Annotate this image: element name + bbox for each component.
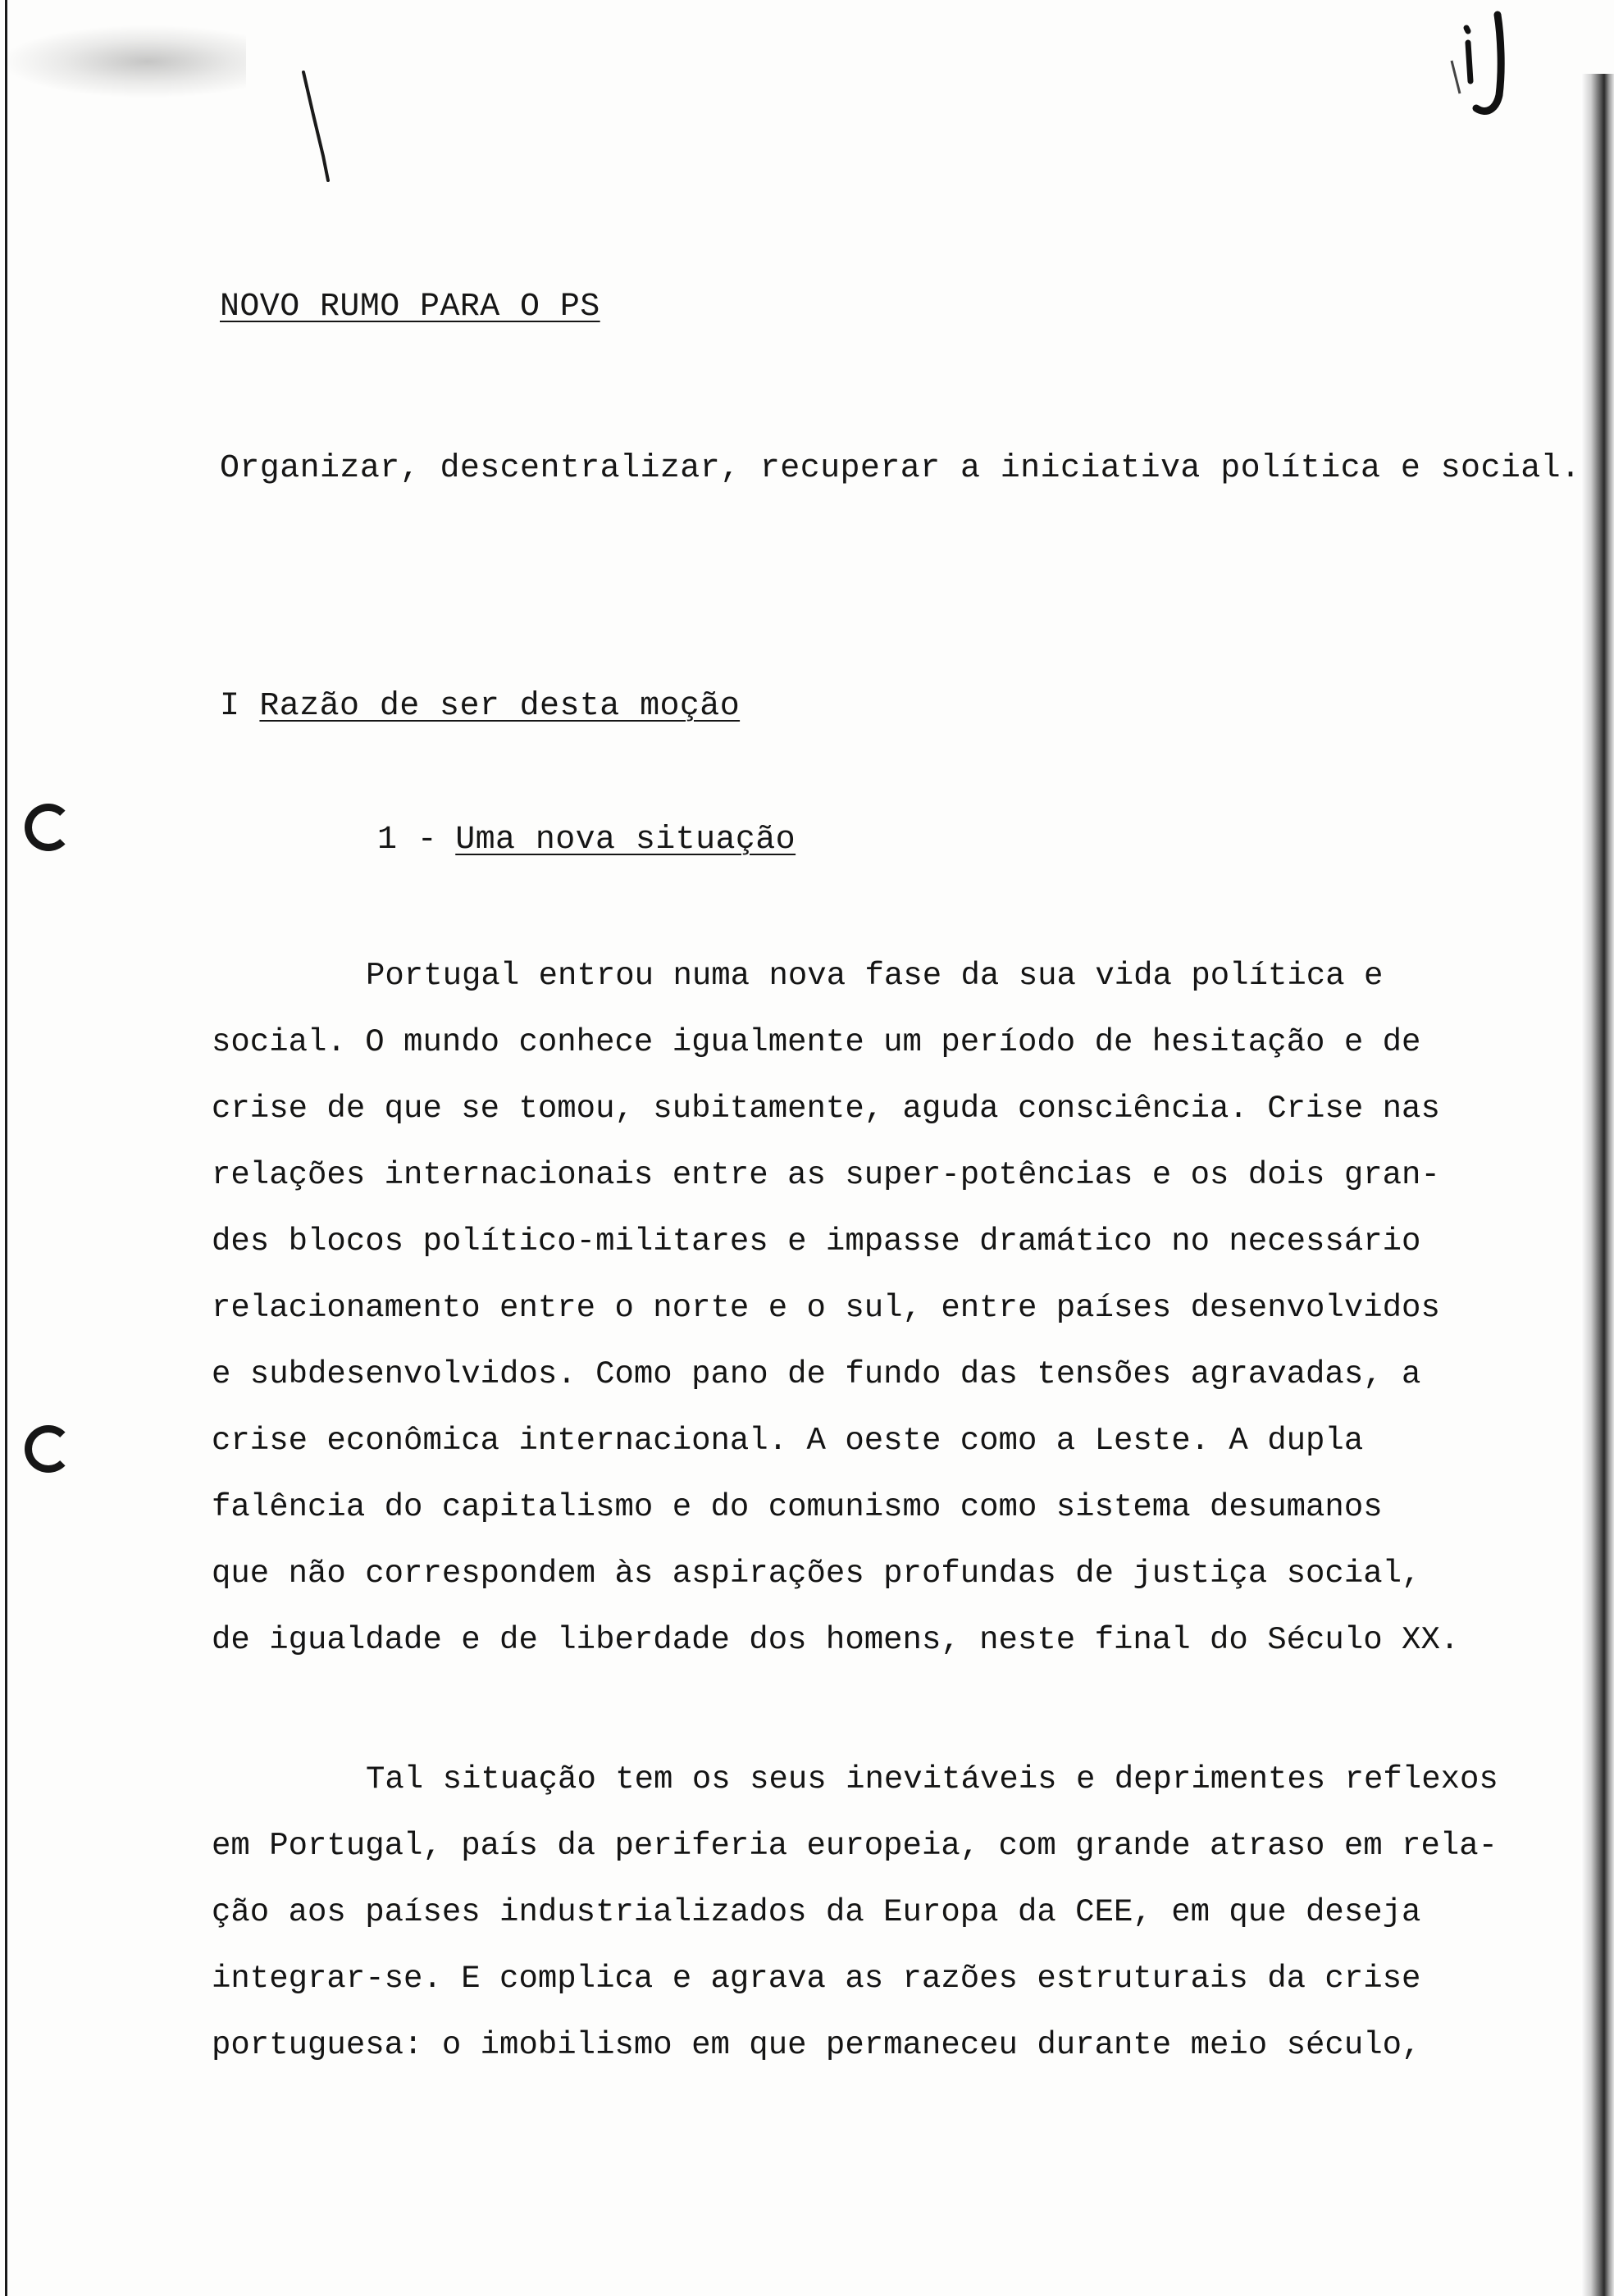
subsection-title: Uma nova situação — [455, 822, 796, 859]
paragraph-line: e subdesenvolvidos. Como pano de fundo das tensões agravadas, a — [212, 1356, 1421, 1392]
paragraph-line: de igualdade e de liberdade dos homens, neste final do Século XX. — [212, 1622, 1460, 1658]
paragraph-line: crise de que se tomou, subitamente, aguda consciência. Crise nas — [212, 1091, 1440, 1127]
document-title: NOVO RUMO PARA O PS — [220, 289, 600, 326]
paragraph-1 — [212, 943, 1459, 1674]
paragraph-line: des blocos político-militares e impasse dramático no necessário — [212, 1223, 1421, 1260]
paragraph-line: relações internacionais entre as super-potências e os dois gran- — [212, 1157, 1440, 1193]
section-heading — [220, 690, 740, 723]
paragraph-line: crise econômica internacional. A oeste como a Leste. A dupla — [212, 1423, 1364, 1459]
paragraph-line: ção aos países industrializados da Europa da CEE, em que deseja — [212, 1894, 1421, 1930]
paragraph-line: social. O mundo conhece igualmente um período de hesitação e de — [212, 1024, 1421, 1060]
section-title: Razão de ser desta moção — [259, 688, 741, 725]
handwritten-page-mark — [1443, 3, 1534, 126]
document-subtitle: Organizar, descentralizar, recuperar a iniciativa política e social. — [220, 450, 1581, 487]
paragraph-line: Tal situação tem os seus inevitáveis e deprimentes reflexos — [366, 1761, 1498, 1797]
paragraph-2 — [212, 1747, 1498, 2079]
paragraph-line: que não correspondem às aspirações profundas de justiça social, — [212, 1556, 1421, 1592]
scan-noise-smudge — [0, 25, 246, 98]
paragraph-line: falência do capitalismo e do comunismo como sistema desumanos — [212, 1489, 1383, 1525]
paragraph-line: Portugal entrou numa nova fase da sua vida política e — [366, 958, 1384, 994]
binder-hole-icon — [25, 1425, 72, 1473]
scan-shadow-edge — [1581, 74, 1614, 2296]
subsection-heading — [377, 824, 796, 857]
pen-stroke-mark — [295, 66, 344, 189]
section-number: I — [220, 688, 240, 725]
binder-hole-icon — [25, 804, 72, 851]
paragraph-line: em Portugal, país da periferia europeia, com grande atraso em rela- — [212, 1828, 1498, 1864]
paragraph-line: integrar-se. E complica e agrava as razões estruturais da crise — [212, 1961, 1421, 1997]
subsection-number: 1 - — [377, 822, 438, 859]
paragraph-line: relacionamento entre o norte e o sul, entre países desenvolvidos — [212, 1290, 1440, 1326]
paragraph-line: portuguesa: o imobilismo em que permaneceu durante meio século, — [212, 2027, 1421, 2063]
binding-edge-line — [5, 0, 7, 2296]
